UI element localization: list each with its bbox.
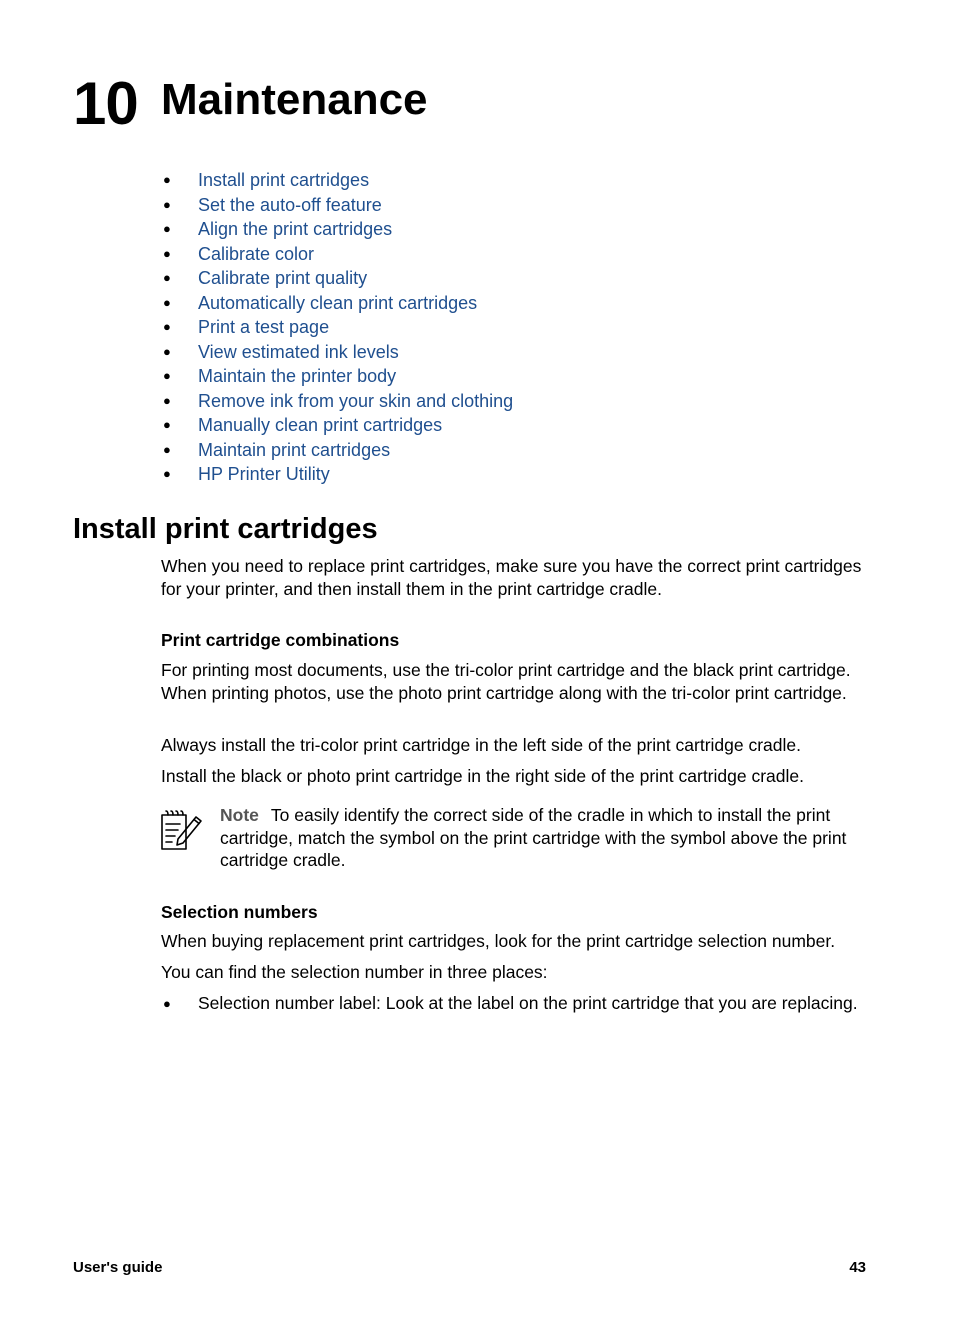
toc-item: [161, 291, 513, 316]
toc-item: [161, 462, 513, 487]
toc-link-auto-clean[interactable]: Automatically clean print cartridges: [198, 292, 478, 313]
selection-paragraph-2: You can find the selection number in three places:: [161, 962, 548, 982]
toc-link-install-print-cartridges[interactable]: Install print cartridges: [198, 170, 370, 190]
chapter-toc: [161, 168, 513, 487]
note-text-block: [220, 804, 870, 872]
bullet-icon: ●: [163, 343, 171, 359]
toc-link-printer-body[interactable]: Maintain the printer body: [198, 366, 397, 386]
combinations-heading: Print cartridge combinations: [161, 630, 400, 650]
combinations-paragraph-3: Install the black or photo print cartridge in the right side of the print cartridge cradle.: [161, 766, 804, 786]
footer-guide-title: User's guide: [73, 1259, 163, 1276]
toc-link-calibrate-quality[interactable]: Calibrate print quality: [198, 268, 368, 288]
bullet-icon: ●: [163, 172, 171, 187]
bullet-icon: ●: [163, 270, 171, 285]
toc-link-ink-levels[interactable]: View estimated ink levels: [198, 341, 399, 362]
toc-link-auto-off[interactable]: Set the auto-off feature: [198, 194, 382, 215]
selection-bullet-item: [161, 992, 861, 1015]
toc-item: [161, 389, 513, 414]
chapter-title: Maintenance: [161, 75, 428, 124]
bullet-icon: ●: [163, 417, 171, 432]
toc-link-align[interactable]: Align the print cartridges: [198, 219, 393, 239]
toc-item: [161, 242, 513, 267]
bullet-icon: ●: [163, 441, 171, 457]
note-pad-icon: [160, 808, 204, 852]
combinations-paragraph-2: Always install the tri-color print cartridge in the left side of the print cartridge cradle.: [161, 735, 802, 755]
toc-item: [161, 413, 513, 438]
toc-item: [161, 193, 513, 218]
toc-item: [161, 364, 513, 389]
section-heading: Install print cartridges: [73, 513, 378, 545]
bullet-icon: ●: [163, 996, 171, 1011]
bullet-icon: ●: [163, 319, 171, 334]
footer-page-number: 43: [849, 1259, 866, 1276]
section-intro: When you need to replace print cartridges, make sure you have the correct print cartridges for your printer, and then install them in the print cartridge cradle.: [161, 556, 862, 599]
toc-item: [161, 340, 513, 365]
toc-item: [161, 438, 513, 463]
toc-link-manual-clean[interactable]: Manually clean print cartridges: [198, 415, 443, 435]
toc-item: [161, 266, 513, 291]
selection-heading: Selection numbers: [161, 902, 318, 922]
note-body: To easily identify the correct side of the cradle in which to install the print cartridge, match the symbol on the print cartridge with the symbol above the print cartridge cradle.: [220, 805, 847, 870]
toc-link-maintain-cartridges[interactable]: Maintain print cartridges: [198, 439, 391, 460]
chapter-number: 10: [73, 70, 138, 137]
toc-link-test-page[interactable]: Print a test page: [198, 317, 330, 337]
bullet-icon: ●: [163, 221, 171, 236]
toc-link-printer-utility[interactable]: HP Printer Utility: [198, 464, 330, 484]
toc-link-calibrate-color[interactable]: Calibrate color: [198, 243, 315, 264]
bullet-icon: ●: [163, 245, 171, 261]
toc-item: [161, 315, 513, 340]
note-label: Note: [220, 805, 259, 825]
bullet-icon: ●: [163, 392, 171, 408]
bullet-icon: ●: [163, 196, 171, 212]
bullet-icon: ●: [163, 368, 171, 383]
bullet-icon: ●: [163, 294, 171, 310]
toc-item: [161, 168, 513, 193]
selection-bullet-text: Selection number label: Look at the label on the print cartridge that you are replacing.: [198, 993, 858, 1013]
toc-link-remove-ink[interactable]: Remove ink from your skin and clothing: [198, 390, 514, 411]
selection-paragraph-1: When buying replacement print cartridges, look for the print cartridge selection number.: [161, 931, 836, 951]
toc-item: [161, 217, 513, 242]
combinations-paragraph-1: For printing most documents, use the tri-color print cartridge and the black print cartridge. When printing photos, use the photo print cartridge along with the tri-color print cartridge.: [161, 660, 851, 703]
bullet-icon: ●: [163, 466, 171, 481]
